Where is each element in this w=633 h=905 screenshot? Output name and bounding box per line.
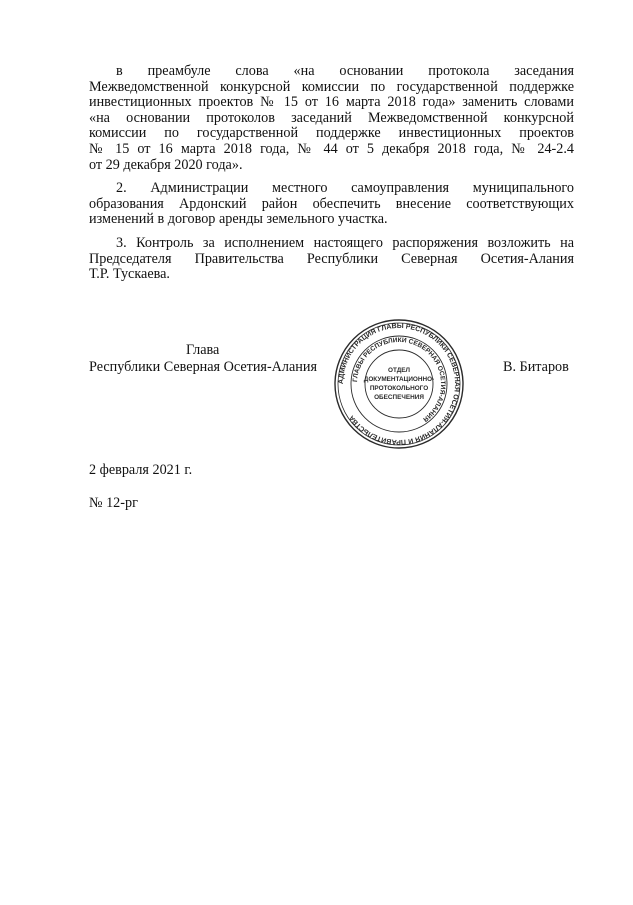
paragraph-2: [89, 181, 574, 228]
paragraph-1-line-3: инвестиционных проектов № 15 от 16 марта 2018 года» заменить словами: [89, 94, 574, 111]
signature-name: В. Битаров: [503, 359, 569, 375]
document-number: № 12-рг: [89, 495, 138, 511]
paragraph-2-line-3: изменений в договор аренды земельного участка.: [89, 211, 388, 228]
paragraph-1-line-1: в преамбуле слова «на основании протокола заседания: [116, 63, 574, 79]
paragraph-2-line-1: 2. Администрации местного самоуправления муниципального: [116, 180, 574, 196]
paragraph-3-line-3: Т.Р. Тускаева.: [89, 266, 170, 283]
signature-title: Глава: [186, 342, 220, 358]
seal-center-line-2: ДОКУМЕНТАЦИОННО-: [363, 376, 435, 383]
document-date: 2 февраля 2021 г.: [89, 462, 193, 478]
paragraph-1-line-6: № 15 от 16 марта 2018 года, № 44 от 5 декабря 2018 года, № 24-2.4: [89, 140, 574, 157]
paragraph-2-line-2: образования Ардонский район обеспечить внесение соответствующих: [89, 195, 574, 212]
paragraph-3-line-1: 3. Контроль за исполнением настоящего распоряжения возложить на: [116, 235, 574, 251]
seal-center-line-1: ОТДЕЛ: [387, 367, 411, 374]
seal-inner-text: ГЛАВЫ РЕСПУБЛИКИ СЕВЕРНАЯ ОСЕТИЯ-АЛАНИЯ: [352, 336, 447, 423]
official-seal-stamp: [333, 318, 465, 450]
seal-inner-ring: [365, 350, 433, 418]
seal-center-line-3: ПРОТОКОЛЬНОГО: [369, 385, 429, 392]
paragraph-1-line-5: комиссии по государственной поддержке инвестиционных проектов: [89, 125, 574, 142]
paragraph-3-line-2: Председателя Правительства Республики Северная Осетия-Алания: [89, 250, 574, 267]
seal-outer-text: АДМИНИСТРАЦИЯ ГЛАВЫ РЕСПУБЛИКИ СЕВЕРНАЯ ОСЕТИЯ-АЛАНИЯ И ПРАВИТЕЛЬСТВА: [337, 322, 461, 446]
paragraph-1-line-2: Межведомственной конкурсной комиссии по государственной поддержке: [89, 78, 574, 95]
paragraph-1: [89, 64, 574, 173]
paragraph-3: [89, 236, 574, 283]
signature-organization: Республики Северная Осетия-Алания: [89, 359, 318, 375]
seal-center-line-4: ОБЕСПЕЧЕНИЯ: [374, 394, 424, 401]
paragraph-1-line-7: от 29 декабря 2020 года».: [89, 156, 243, 173]
paragraph-1-line-4: «на основании протоколов заседаний Межведомственной конкурсной: [89, 109, 574, 126]
